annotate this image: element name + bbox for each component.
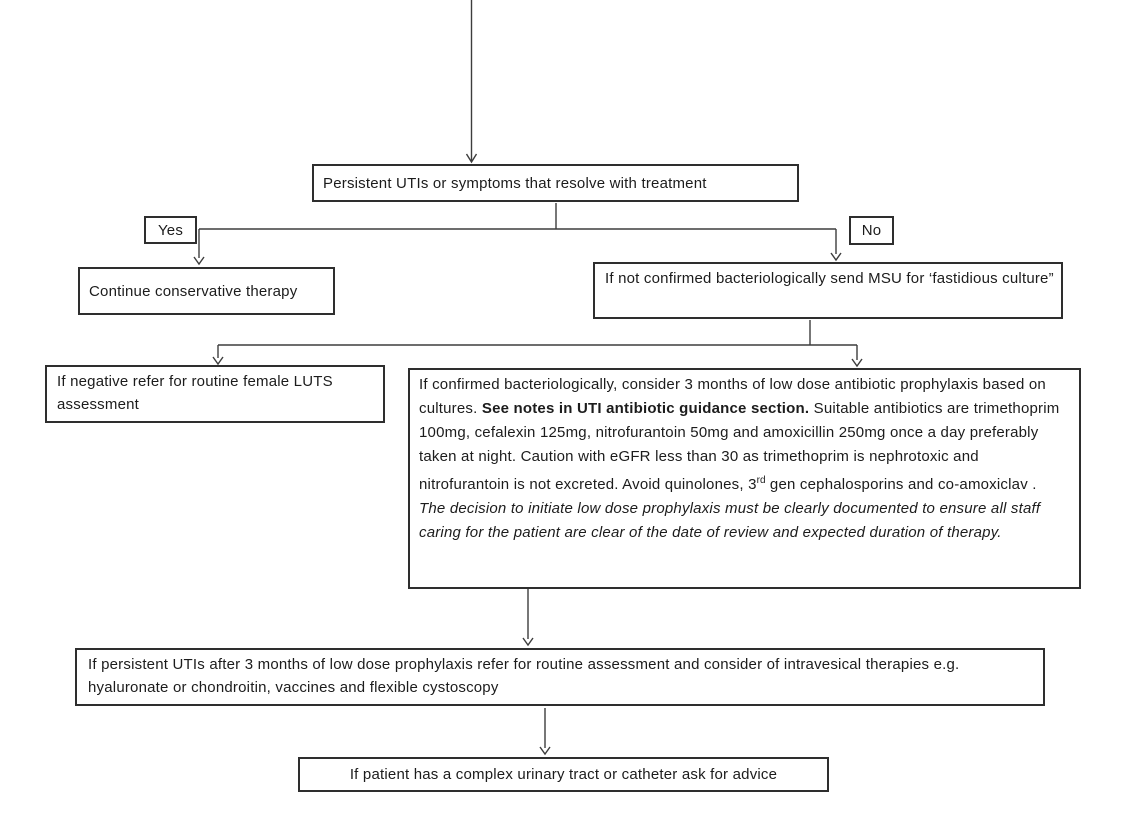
node-persistent-utis xyxy=(312,164,799,202)
node-luts-referral-text: If negative refer for routine female LUTS assessment xyxy=(57,373,333,413)
node-msu-fastidious-text: If not confirmed bacteriologically send MSU for ‘fastidious culture” xyxy=(605,270,1054,287)
node-persistent-utis-text: Persistent UTIs or symptoms that resolve with treatment xyxy=(323,174,707,192)
label-no xyxy=(849,216,894,245)
connector-advice-down-arrow xyxy=(540,708,550,754)
prophylaxis-body-text: Suitable antibiotics are trimethoprim 100mg, cefalexin 125mg, nitrofurantoin 50mg and amoxicillin 250mg once a day preferably taken at night. Caution with eGFR less than 30 as trimethoprim is nephrotoxic and nitrofurantoin is not excreted. Avoid quinolones, 3 xyxy=(419,400,1060,493)
node-luts-referral xyxy=(45,365,385,423)
prophylaxis-superscript: rd xyxy=(756,475,766,486)
node-persistent-after-prophylaxis xyxy=(75,648,1045,706)
prophylaxis-italic-note: The decision to initiate low dose prophylaxis must be clearly documented to ensure all staff caring for the patient are clear of the date of review and expected duration of therapy. xyxy=(419,500,1041,541)
node-continue-therapy-text: Continue conservative therapy xyxy=(89,282,298,300)
label-no-text: No xyxy=(861,222,882,239)
node-complex-catheter-advice-text: If patient has a complex urinary tract or catheter ask for advice xyxy=(349,766,778,783)
connector-prophylaxis-down-arrow xyxy=(523,589,533,645)
prophylaxis-tail-text: gen cephalosporins and co-amoxiclav . xyxy=(765,476,1037,493)
prophylaxis-lead-text: If confirmed bacteriologically, consider 3 months of low dose antibiotic prophylaxis based on cultures. xyxy=(419,376,1046,417)
node-prophylaxis-details xyxy=(408,368,1081,589)
connector-entry-arrow xyxy=(467,0,477,162)
prophylaxis-paragraph xyxy=(419,373,1070,497)
node-complex-catheter-advice xyxy=(298,757,829,792)
connector-yes-no-split xyxy=(194,203,841,264)
connector-msu-split xyxy=(213,320,862,366)
node-continue-therapy xyxy=(78,267,335,315)
node-persistent-after-prophylaxis-text: If persistent UTIs after 3 months of low dose prophylaxis refer for routine assessment and consider of intravesical therapies e.g. hyaluronate or chondroitin, vaccines and flexible cystoscopy xyxy=(88,656,960,696)
node-msu-fastidious xyxy=(593,262,1063,319)
label-yes xyxy=(144,216,197,244)
prophylaxis-bold-note: See notes in UTI antibiotic guidance section. xyxy=(481,400,810,417)
label-yes-text: Yes xyxy=(157,221,184,239)
